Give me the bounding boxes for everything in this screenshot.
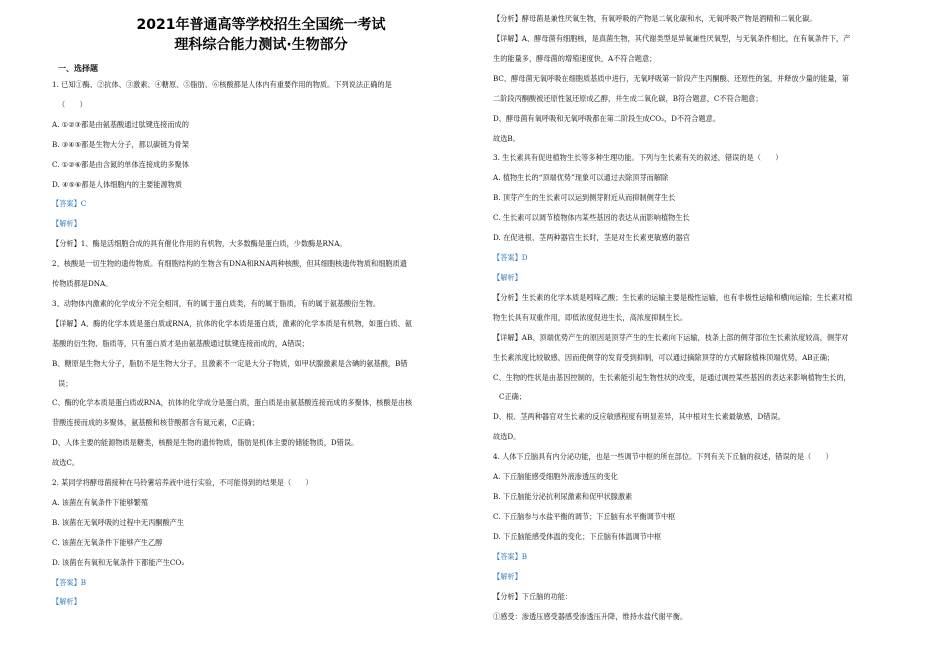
text-line: C. ①②⑥都是由含氮的单体连接成的多聚体: [52, 159, 189, 169]
text-line: A. ①②③都是由氨基酸通过肽键连接而成的: [52, 119, 189, 129]
text-line: A. 下丘脑能感受细胞外液渗透压的变化: [493, 472, 618, 482]
text-line: 【分析】1、酶是活细胞合成的具有催化作用的有机物，大多数酶是蛋白质，少数酶是RNA。: [52, 239, 347, 249]
text-line: D、人体主要的能源物质是糖类，核酸是生物的遗传物质，脂肪是机体主要的储能物质，D错误。: [52, 438, 359, 448]
text-line: 生长素浓度比较敏感，因而使侧芽的发育受到抑制，可以通过摘除顶芽的方式解除植株顶端优势，AB正确；: [493, 352, 835, 362]
text-line: 2、核酸是一切生物的遗传物质。有细胞结构的生物含有DNA和RNA两种核酸，但其细胞核遗传物质和细胞质遗: [52, 259, 407, 269]
text-line: C. 该菌在无氧条件下能够产生乙醇: [52, 537, 163, 547]
text-line: C. 生长素可以调节植物体内某些基因的表达从而影响植物生长: [493, 213, 690, 223]
text-line: C、生物的性状是由基因控制的，生长素能引起生物性状的改变，是通过调控某些基因的表达来影响植物生长的，: [493, 372, 851, 382]
text-line: 【解析】: [52, 597, 81, 607]
text-line: D、根、茎两种器官对生长素的反应敏感程度有明显差异，其中根对生长素最敏感，D错误。: [493, 412, 785, 422]
text-line: 1. 已知①酶、②抗体、③激素、④糖原、⑤脂肪、⑥核酸都是人体内有重要作用的物质。下列说法正确的是: [52, 80, 392, 89]
text-line: 故选C。: [52, 458, 80, 468]
text-line: B. 该菌在无氧呼吸的过程中无丙酮酸产生: [52, 517, 185, 527]
text-line: D. 在促进根、茎两种器官生长时，茎是对生长素更敏感的器官: [493, 233, 690, 243]
text-line: 基酸的衍生物、脂质等，只有蛋白质才是由氨基酸通过肽键连接而成的，A错误；: [52, 338, 309, 348]
text-line: A. 该菌在有氧条件下能够繁殖: [52, 497, 149, 507]
text-line: 误；: [58, 378, 73, 388]
text-line: 【分析】酵母菌是兼性厌氧生物，有氧呼吸的产物是二氧化碳和水，无氧呼吸产物是酒精和二氧化碳。: [493, 14, 817, 23]
text-line: 【答案】C: [52, 199, 87, 209]
text-line: B、糖原是生物大分子，脂肪不是生物大分子，且激素不一定是大分子物质，如甲状腺激素是含碘的氨基酸，B错: [52, 358, 408, 368]
text-line: BC、酵母菌无氧呼吸在细胞质基质中进行，无氧呼吸第一阶段产生丙酮酸、还原性的氢，并释放少量的能量，第: [493, 73, 849, 83]
text-line: ①感受：渗透压感受器感受渗透压升降，维持水盐代谢平衡。: [493, 611, 688, 621]
text-line: 故选D。: [493, 432, 521, 442]
text-line: D、酵母菌有氧呼吸和无氧呼吸都在第二阶段生成CO₂，D不符合题意。: [493, 113, 721, 123]
text-line: 3. 生长素具有促进植物生长等多种生理功能。下列与生长素有关的叙述，错误的是（ ）: [493, 153, 783, 163]
text-line: B. 下丘脑能分泌抗利尿激素和促甲状腺激素: [493, 492, 633, 502]
text-line: 【分析】下丘脑的功能：: [493, 591, 573, 601]
text-line: 2. 某同学将酵母菌接种在马铃薯培养液中进行实验，不可能得到的结果是（ ）: [52, 478, 313, 487]
text-line: 【解析】: [493, 571, 522, 581]
text-line: 【解析】: [493, 272, 522, 282]
text-line: 物生长具有双重作用，即低浓度促进生长，高浓度抑制生长。: [493, 312, 688, 322]
text-line: 4. 人体下丘脑具有内分泌功能，也是一些调节中枢的所在部位。下列有关下丘脑的叙述，错误的是（ ）: [493, 452, 833, 462]
text-line: 生的能量多，酵母菌的增殖速度快，A不符合题意；: [493, 53, 657, 63]
text-line: D. 该菌在有氧和无氧条件下都能产生CO₂: [52, 557, 185, 567]
text-line: 苷酸连接而成的多聚体，氨基酸和核苷酸都含有氮元素，C正确；: [52, 418, 259, 428]
text-line: 【答案】D: [493, 253, 528, 263]
text-line: D. 下丘脑能感受体温的变化；下丘脑有体温调节中枢: [493, 531, 662, 541]
text-line: 传物质都是DNA。: [52, 279, 113, 288]
text-line: 【解析】: [52, 219, 81, 229]
text-line: 【详解】A、酵母菌有细胞核，是真菌生物，其代谢类型是异氧兼性厌氧型，与无氧条件相比，在有氧条件下，产: [493, 33, 851, 43]
text-line: 【详解】AB、顶端优势产生的原因是顶芽产生的生长素向下运输，枝条上部的侧芽部位生长素浓度较高，侧芽对: [493, 332, 849, 342]
text-line: B. ③④⑤都是生物大分子，都以碳链为骨架: [52, 139, 189, 149]
text-line: （ ）: [58, 99, 87, 109]
text-line: 二阶段丙酮酸被还原性氢还原成乙醇，并生成二氧化碳，B符合题意，C不符合题意；: [493, 93, 763, 103]
text-line: 【答案】B: [52, 577, 87, 587]
text-line: 故选B。: [493, 133, 520, 143]
text-line: C. 下丘脑参与水盐平衡的调节；下丘脑有水平衡调节中枢: [493, 512, 676, 521]
document-title: 2021年普通高等学校招生全国统一考试: [136, 17, 386, 33]
text-line: 【分析】生长素的化学本质是吲哚乙酸；生长素的运输主要是极性运输，也有非极性运输和横向运输；生长素对植: [493, 292, 853, 302]
section-heading: 一、选择题: [58, 64, 98, 73]
text-line: 3、动物体内激素的化学成分不完全相同，有的属于蛋白质类，有的属于脂质，有的属于氨基酸衍生物。: [52, 298, 381, 308]
text-line: C正确；: [499, 392, 527, 402]
text-line: A. 植物生长的“顶端优势”现象可以通过去除顶芽而解除: [493, 173, 669, 183]
text-line: 【详解】A、酶的化学本质是蛋白质或RNA，抗体的化学本质是蛋白质，激素的化学本质是有机物，如蛋白质、氨: [52, 318, 412, 328]
text-line: 【答案】B: [493, 551, 528, 561]
document-subtitle: 理科综合能力测试·生物部分: [174, 37, 348, 53]
text-line: D. ④⑤⑥都是人体细胞内的主要能源物质: [52, 179, 183, 189]
text-line: C、酶的化学本质是蛋白质或RNA，抗体的化学成分是蛋白质，蛋白质是由氨基酸连接而成的多聚体，核酸是由核: [52, 398, 413, 408]
text-line: B. 顶芽产生的生长素可以运到侧芽附近从而抑制侧芽生长: [493, 193, 676, 203]
